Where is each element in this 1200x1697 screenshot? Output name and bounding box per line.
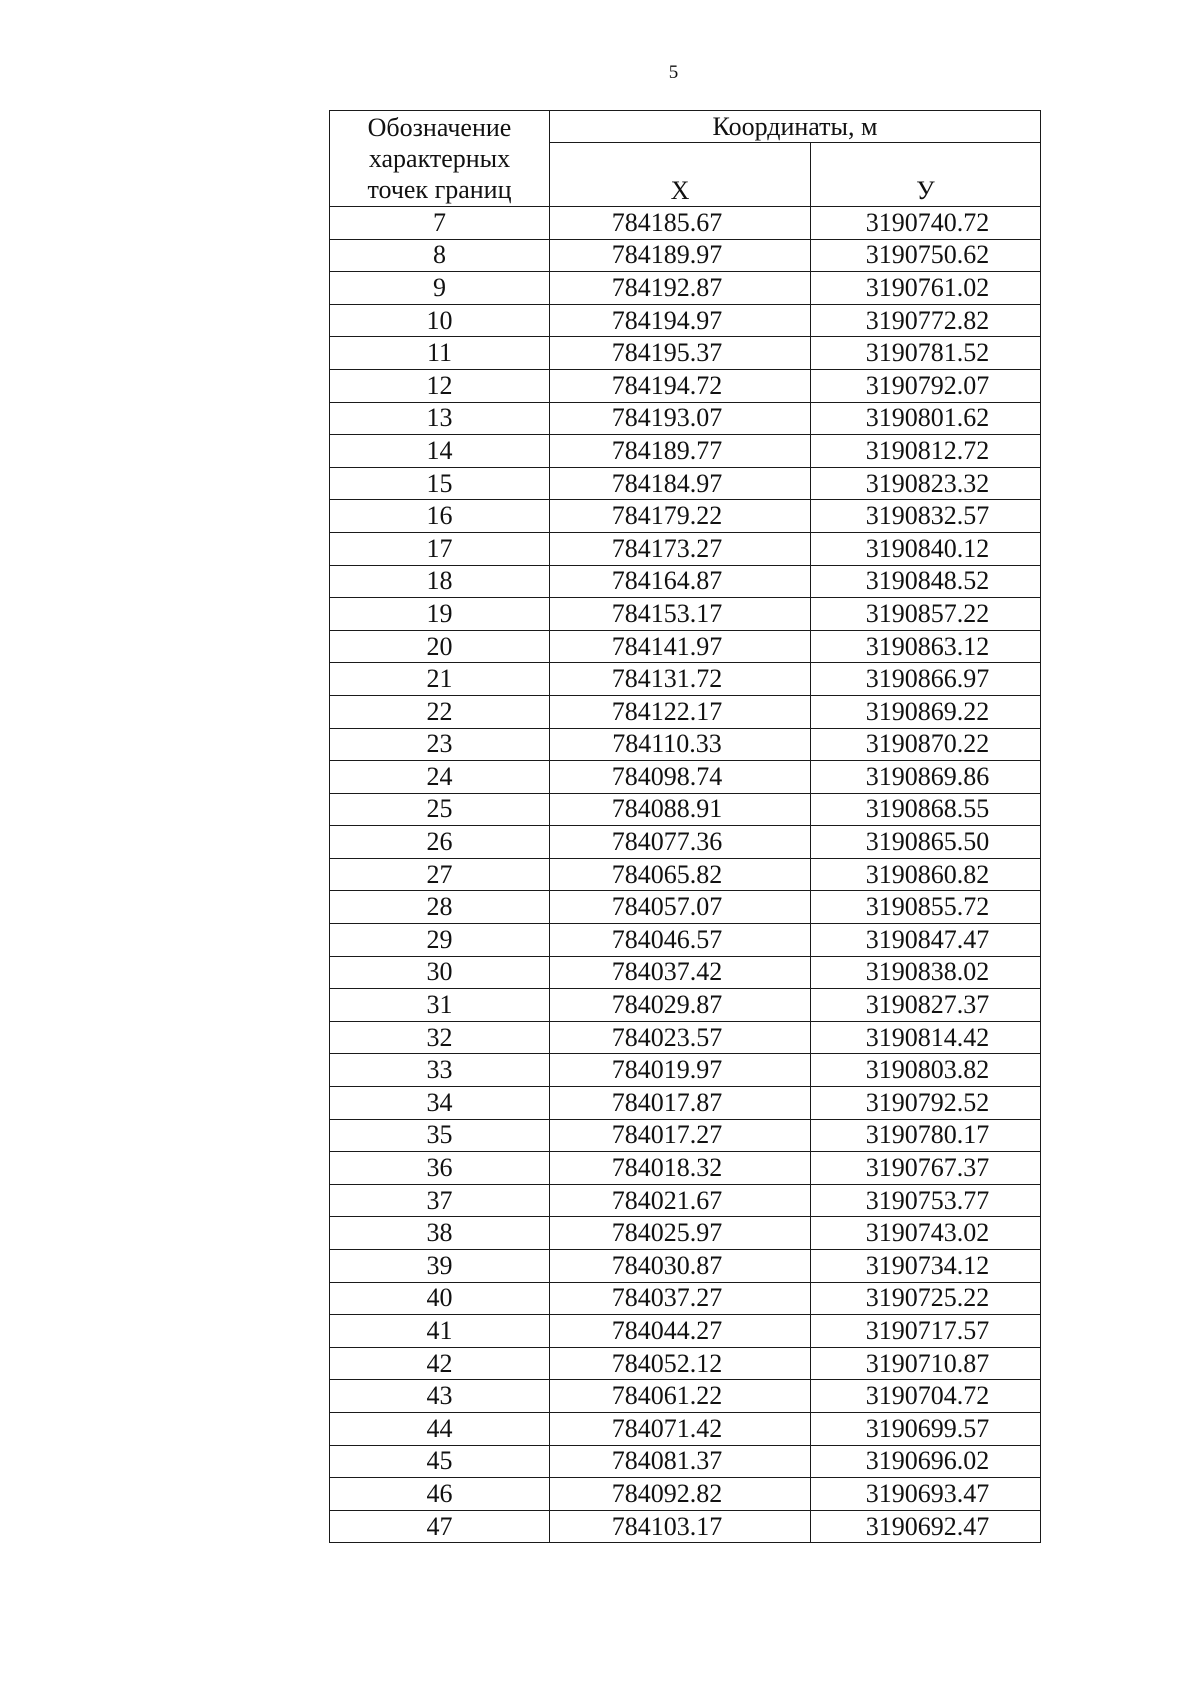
point-id-cell: 35 [330,1119,550,1152]
point-id-cell: 7 [330,207,550,240]
point-id-cell: 14 [330,435,550,468]
point-id-cell: 36 [330,1152,550,1185]
x-coordinate-cell: 784110.33 [550,728,811,761]
x-coordinate-cell: 784081.37 [550,1445,811,1478]
point-id-cell: 28 [330,891,550,924]
point-id-cell: 47 [330,1510,550,1543]
y-coordinate-cell: 3190761.02 [811,272,1041,305]
table-row [330,1510,1041,1543]
point-id-cell: 43 [330,1380,550,1413]
point-id-cell: 11 [330,337,550,370]
x-coordinate-cell: 784098.74 [550,761,811,794]
x-coordinate-cell: 784019.97 [550,1054,811,1087]
point-id-cell: 21 [330,663,550,696]
y-coordinate-cell: 3190868.55 [811,793,1041,826]
point-id-cell: 39 [330,1250,550,1283]
point-id-cell: 16 [330,500,550,533]
table-row [330,956,1041,989]
y-coordinate-cell: 3190857.22 [811,598,1041,631]
point-id-cell: 25 [330,793,550,826]
y-coordinate-cell: 3190704.72 [811,1380,1041,1413]
table-row [330,272,1041,305]
y-coordinate-cell: 3190812.72 [811,435,1041,468]
x-coordinate-cell: 784018.32 [550,1152,811,1185]
table-row [330,565,1041,598]
y-coordinate-cell: 3190869.22 [811,695,1041,728]
point-id-cell: 20 [330,630,550,663]
point-id-cell: 22 [330,695,550,728]
point-id-cell: 44 [330,1412,550,1445]
table-row [330,207,1041,240]
table-row [330,435,1041,468]
y-coordinate-cell: 3190866.97 [811,663,1041,696]
y-coordinate-cell: 3190699.57 [811,1412,1041,1445]
table-row [330,1021,1041,1054]
table-row [330,1412,1041,1445]
y-coordinate-cell: 3190827.37 [811,989,1041,1022]
x-coordinate-cell: 784185.67 [550,207,811,240]
x-coordinate-cell: 784193.07 [550,402,811,435]
x-column-header: Х [550,143,811,207]
point-id-cell: 10 [330,304,550,337]
y-coordinate-cell: 3190847.47 [811,924,1041,957]
point-id-cell: 34 [330,1087,550,1120]
point-id-cell: 8 [330,239,550,272]
y-coordinate-cell: 3190781.52 [811,337,1041,370]
table-row [330,1380,1041,1413]
x-coordinate-cell: 784065.82 [550,858,811,891]
y-coordinate-cell: 3190860.82 [811,858,1041,891]
point-id-cell: 12 [330,369,550,402]
y-coordinate-cell: 3190692.47 [811,1510,1041,1543]
table-row [330,1347,1041,1380]
y-coordinate-cell: 3190838.02 [811,956,1041,989]
x-coordinate-cell: 784173.27 [550,532,811,565]
table-row [330,1087,1041,1120]
x-coordinate-cell: 784189.77 [550,435,811,468]
x-coordinate-cell: 784057.07 [550,891,811,924]
header-row-top [330,111,1041,143]
table-row [330,826,1041,859]
y-coordinate-cell: 3190734.12 [811,1250,1041,1283]
x-coordinate-cell: 784037.27 [550,1282,811,1315]
table-row [330,1119,1041,1152]
table-row [330,402,1041,435]
point-id-cell: 37 [330,1184,550,1217]
point-id-cell: 17 [330,532,550,565]
x-coordinate-cell: 784153.17 [550,598,811,631]
point-header-line-2: характерных [368,144,511,173]
point-id-cell: 30 [330,956,550,989]
x-coordinate-cell: 784052.12 [550,1347,811,1380]
y-coordinate-cell: 3190772.82 [811,304,1041,337]
point-id-cell: 18 [330,565,550,598]
x-coordinate-cell: 784131.72 [550,663,811,696]
table-row [330,1445,1041,1478]
point-id-cell: 13 [330,402,550,435]
x-coordinate-cell: 784021.67 [550,1184,811,1217]
y-coordinate-cell: 3190865.50 [811,826,1041,859]
point-id-cell: 46 [330,1478,550,1511]
x-coordinate-cell: 784061.22 [550,1380,811,1413]
x-coordinate-cell: 784023.57 [550,1021,811,1054]
x-coordinate-cell: 784071.42 [550,1412,811,1445]
y-coordinate-cell: 3190792.52 [811,1087,1041,1120]
x-coordinate-cell: 784025.97 [550,1217,811,1250]
x-coordinate-cell: 784192.87 [550,272,811,305]
y-coordinate-cell: 3190803.82 [811,1054,1041,1087]
point-id-cell: 42 [330,1347,550,1380]
table-row [330,304,1041,337]
point-id-cell: 38 [330,1217,550,1250]
table-row [330,728,1041,761]
y-coordinate-cell: 3190792.07 [811,369,1041,402]
x-coordinate-cell: 784017.87 [550,1087,811,1120]
table-row [330,1152,1041,1185]
coordinates-table [329,110,1041,1543]
point-id-cell: 15 [330,467,550,500]
x-coordinate-cell: 784122.17 [550,695,811,728]
y-coordinate-cell: 3190743.02 [811,1217,1041,1250]
y-coordinate-cell: 3190823.32 [811,467,1041,500]
table-row [330,369,1041,402]
table-row [330,239,1041,272]
point-id-cell: 19 [330,598,550,631]
page-number: 5 [668,62,679,83]
y-coordinate-cell: 3190863.12 [811,630,1041,663]
point-header-line-3: точек границ [367,175,512,204]
x-coordinate-cell: 784164.87 [550,565,811,598]
y-coordinate-cell: 3190832.57 [811,500,1041,533]
table-row [330,532,1041,565]
table-row [330,630,1041,663]
point-id-cell: 24 [330,761,550,794]
x-coordinate-cell: 784179.22 [550,500,811,533]
y-coordinate-cell: 3190753.77 [811,1184,1041,1217]
table-row [330,761,1041,794]
x-coordinate-cell: 784194.72 [550,369,811,402]
y-coordinate-cell: 3190855.72 [811,891,1041,924]
table-row [330,695,1041,728]
y-coordinate-cell: 3190767.37 [811,1152,1041,1185]
point-id-cell: 32 [330,1021,550,1054]
table-row [330,891,1041,924]
table-row [330,1315,1041,1348]
table-row [330,1250,1041,1283]
table-row [330,500,1041,533]
y-coordinate-cell: 3190740.72 [811,207,1041,240]
point-id-cell: 33 [330,1054,550,1087]
y-coordinate-cell: 3190750.62 [811,239,1041,272]
table-row [330,1282,1041,1315]
point-designation-header [330,111,550,207]
table-row [330,793,1041,826]
y-coordinate-cell: 3190814.42 [811,1021,1041,1054]
point-id-cell: 26 [330,826,550,859]
table-row [330,989,1041,1022]
y-coordinate-cell: 3190696.02 [811,1445,1041,1478]
y-coordinate-cell: 3190801.62 [811,402,1041,435]
x-coordinate-cell: 784092.82 [550,1478,811,1511]
x-coordinate-cell: 784189.97 [550,239,811,272]
x-coordinate-cell: 784103.17 [550,1510,811,1543]
y-coordinate-cell: 3190848.52 [811,565,1041,598]
point-id-cell: 9 [330,272,550,305]
point-id-cell: 23 [330,728,550,761]
table-row [330,858,1041,891]
table-row [330,467,1041,500]
x-coordinate-cell: 784184.97 [550,467,811,500]
point-id-cell: 29 [330,924,550,957]
table-row [330,1217,1041,1250]
y-coordinate-cell: 3190725.22 [811,1282,1041,1315]
x-coordinate-cell: 784044.27 [550,1315,811,1348]
y-coordinate-cell: 3190870.22 [811,728,1041,761]
point-id-cell: 31 [330,989,550,1022]
y-coordinate-cell: 3190840.12 [811,532,1041,565]
point-id-cell: 45 [330,1445,550,1478]
x-coordinate-cell: 784077.36 [550,826,811,859]
x-coordinate-cell: 784037.42 [550,956,811,989]
point-id-cell: 40 [330,1282,550,1315]
y-column-header: У [811,143,1041,207]
y-coordinate-cell: 3190710.87 [811,1347,1041,1380]
y-coordinate-cell: 3190780.17 [811,1119,1041,1152]
table-row [330,337,1041,370]
x-coordinate-cell: 784141.97 [550,630,811,663]
x-coordinate-cell: 784030.87 [550,1250,811,1283]
x-coordinate-cell: 784194.97 [550,304,811,337]
x-coordinate-cell: 784029.87 [550,989,811,1022]
table-row [330,1184,1041,1217]
x-coordinate-cell: 784017.27 [550,1119,811,1152]
coordinates-header: Координаты, м [550,111,1041,143]
table-row [330,663,1041,696]
coordinates-table-body [330,207,1041,1543]
x-coordinate-cell: 784195.37 [550,337,811,370]
table-row [330,1054,1041,1087]
table-row [330,1478,1041,1511]
table-row [330,598,1041,631]
y-coordinate-cell: 3190717.57 [811,1315,1041,1348]
point-id-cell: 41 [330,1315,550,1348]
y-coordinate-cell: 3190693.47 [811,1478,1041,1511]
table-row [330,924,1041,957]
y-coordinate-cell: 3190869.86 [811,761,1041,794]
point-header-line-1: Обозначение [367,113,512,142]
point-id-cell: 27 [330,858,550,891]
x-coordinate-cell: 784046.57 [550,924,811,957]
x-coordinate-cell: 784088.91 [550,793,811,826]
